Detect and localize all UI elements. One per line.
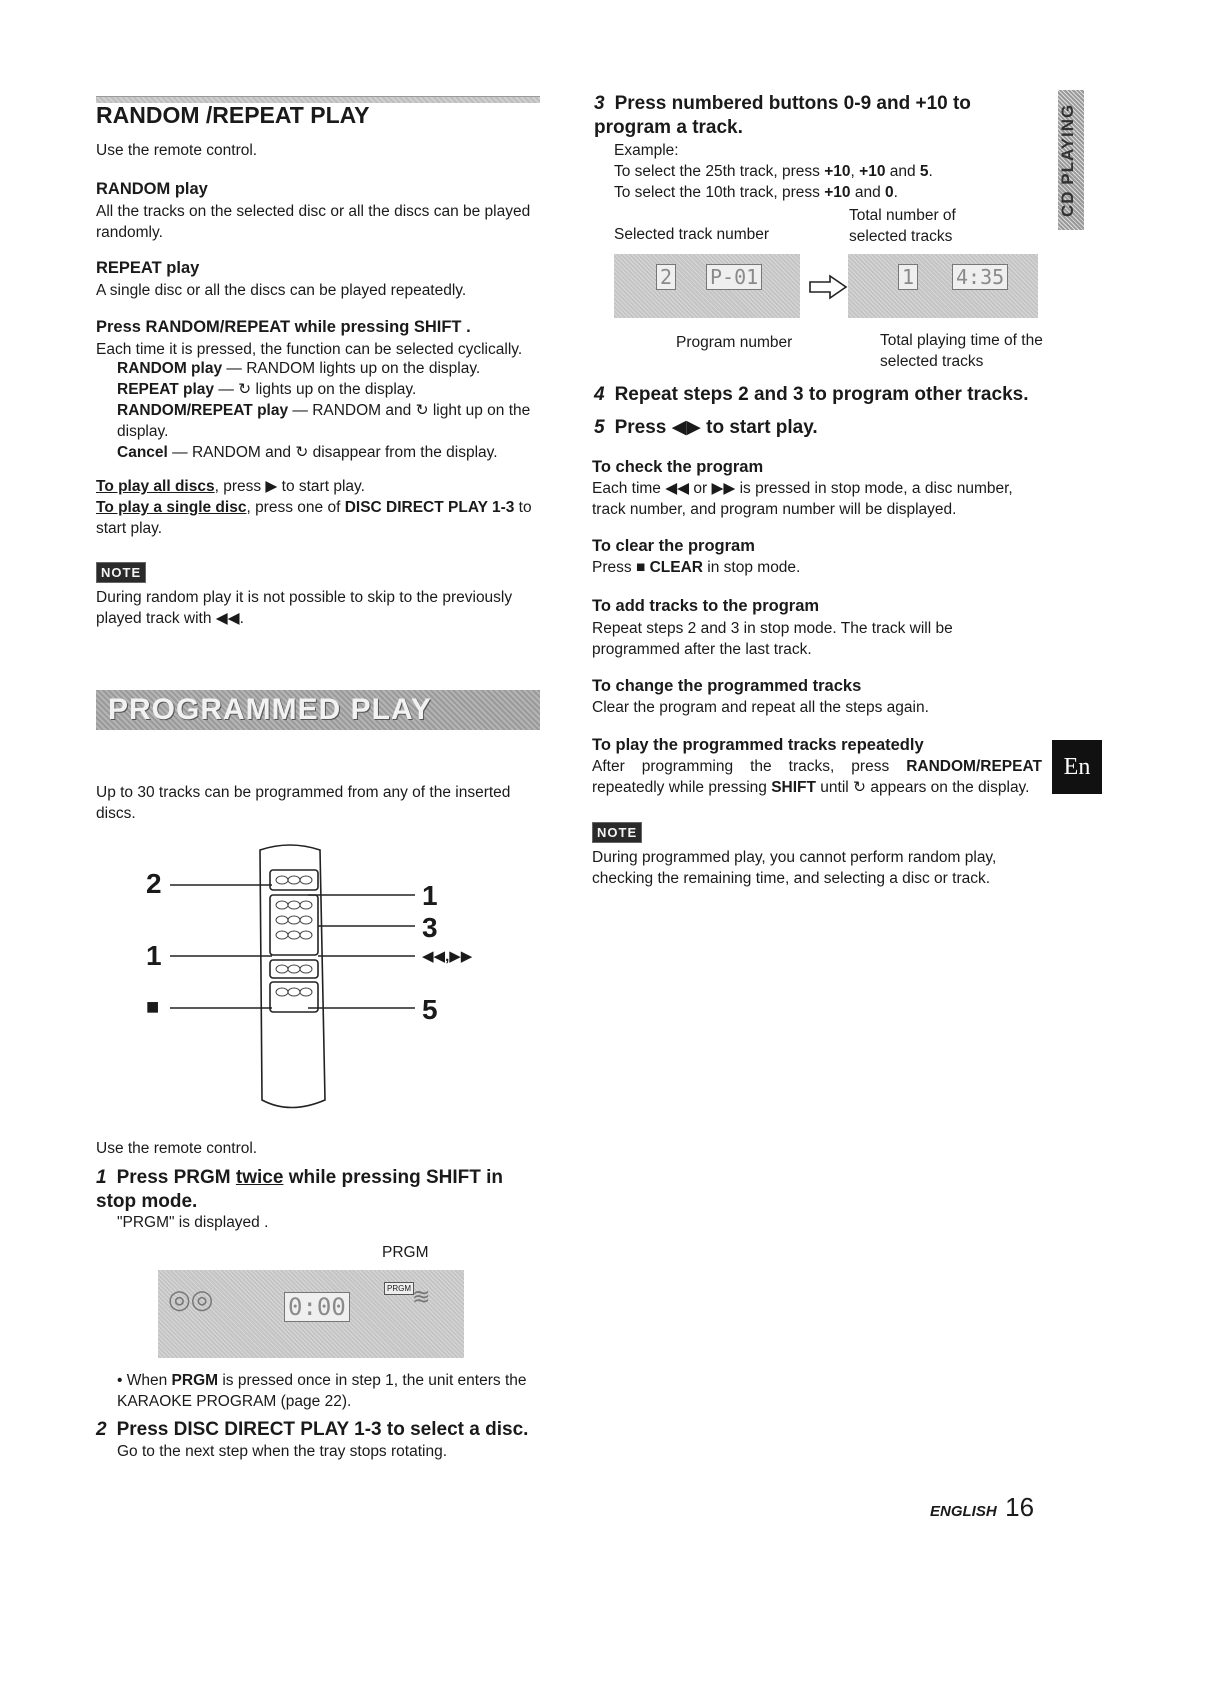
press-random-text: Each time it is pressed, the function can be selected cyclically. [96,341,523,358]
label-selected-track: Selected track number [614,226,770,243]
step-5: 5 Press ◀▶ to start play. [594,417,818,438]
programmed-play-title: PROGRAMMED PLAY [108,693,432,726]
random-intro: Use the remote control. [96,142,258,159]
language-tab: En [1052,740,1102,794]
lcd-track-number: 2 [656,264,676,290]
step-2: 2 Press DISC DIRECT PLAY 1-3 to select a disc. [96,1419,529,1440]
leader-lines [170,885,415,1008]
lcd-program-number: P-01 [706,264,762,290]
example-10th: To select the 10th track, press +10 and 0. [614,184,898,201]
page-footer [930,1492,1034,1523]
change-tracks-text: Clear the program and repeat all the steps again. [592,699,929,716]
disc-tray-icon: ≋ [412,1284,431,1309]
add-tracks-heading: To add tracks to the program [592,597,820,615]
example-25th: To select the 25th track, press +10, +10 and 5. [614,163,933,180]
note-text-left: During random play it is not possible to skip to the previously played track with ◀◀. [96,589,513,627]
remote-label-5: 5 [422,994,438,1025]
option-random-repeat: RANDOM/REPEAT play — RANDOM and ↻ light up on the display. [117,402,531,440]
random-repeat-title: RANDOM /REPEAT PLAY [96,102,370,128]
note-text-right: During programmed play, you cannot perform random play, checking the remaining time, and selecting a disc or track. [592,849,997,887]
play-all-discs: To play all discs, press ▶ to start play. [96,478,365,495]
remote-label-3: 3 [422,912,438,943]
prgm-label: PRGM [382,1244,429,1261]
repeat-play-text: A single disc or all the discs can be played repeatedly. [96,282,467,299]
option-cancel: Cancel — RANDOM and ↻ disappear from the display. [117,444,498,461]
step-3-example [614,140,1044,203]
step-1: 1 Press PRGM twice while pressing SHIFT in stop mode. [96,1167,504,1212]
programmed-intro: Up to 30 tracks can be programmed from any of the inserted discs. [96,784,511,822]
step-3: 3 Press numbered buttons 0-9 and +10 to program a track. [594,93,971,138]
change-tracks-heading: To change the programmed tracks [592,677,862,695]
play-single-disc: To play a single disc, press one of DISC DIRECT PLAY 1-3 to start play. [96,499,532,537]
clear-program-heading: To clear the program [592,537,755,555]
press-random-heading: Press RANDOM/REPEAT while pressing SHIFT . [96,318,471,336]
repeat-play-heading: REPEAT play [96,259,200,277]
programmed-play-banner [96,690,540,730]
lcd-time: 0:00 [284,1292,350,1322]
random-play-heading: RANDOM play [96,180,208,198]
remote-label-2: 2 [146,868,162,899]
prgm-bullet: • When PRGM is pressed once in step 1, the unit enters the KARAOKE PROGRAM (page 22). [117,1372,527,1410]
repeat-programmed-heading: To play the programmed tracks repeatedly [592,736,924,754]
repeat-programmed-text: After programming the tracks, press RANDOM/REPEAT repeatedly while pressing SHIFT until ↻ appears on the display. [592,758,1042,796]
play-instructions [96,476,546,539]
example-label: Example: [614,142,679,159]
note-badge-right: NOTE [592,822,642,843]
add-tracks-text: Repeat steps 2 and 3 in stop mode. The track will be programmed after the last track. [592,620,953,658]
page-number: 16 [1005,1492,1035,1522]
step-4: 4 Repeat steps 2 and 3 to program other tracks. [594,384,1029,405]
remote-control-illustration [140,840,500,1120]
check-program-text: Each time ◀◀ or ▶▶ is pressed in stop mode, a disc number, track number, and program number will be displayed. [592,480,1013,518]
remote-label-skip: ◀◀,▶▶ [422,948,473,965]
lcd-total-time: 4:35 [952,264,1008,290]
clear-program-text: Press ■ CLEAR in stop mode. [592,559,801,576]
footer-language: ENGLISH [930,1503,997,1520]
remote-label-stop: ■ [146,994,160,1019]
cd-playing-tab: CD PLAYING [1058,90,1084,230]
label-program-number: Program number [676,334,793,351]
step-1-sub: "PRGM" is displayed . [117,1214,269,1231]
remote-caption: Use the remote control. [96,1140,258,1157]
lcd-total-display [848,254,1038,318]
note-badge-left: NOTE [96,562,146,583]
lcd-prgm-display [158,1270,464,1358]
random-play-text: All the tracks on the selected disc or all the discs can be played randomly. [96,203,531,241]
disc-icon: ◎◎ [168,1284,214,1314]
remote-label-1-right: 1 [422,880,438,911]
step-2-sub: Go to the next step when the tray stops rotating. [117,1443,447,1460]
check-program-heading: To check the program [592,458,764,476]
prgm-indicator: PRGM [384,1282,414,1295]
lcd-track-display [614,254,800,318]
label-total-time: Total playing time of the selected tracks [880,332,1043,370]
lcd-total-tracks: 1 [898,264,918,290]
option-repeat: REPEAT play — ↻ lights up on the display. [117,381,417,398]
remote-label-1-left: 1 [146,940,162,971]
mode-options [117,358,547,463]
label-total-number: Total number of selected tracks [849,207,956,245]
arrow-right-icon [808,274,848,300]
option-random: RANDOM play — RANDOM lights up on the display. [117,360,481,377]
